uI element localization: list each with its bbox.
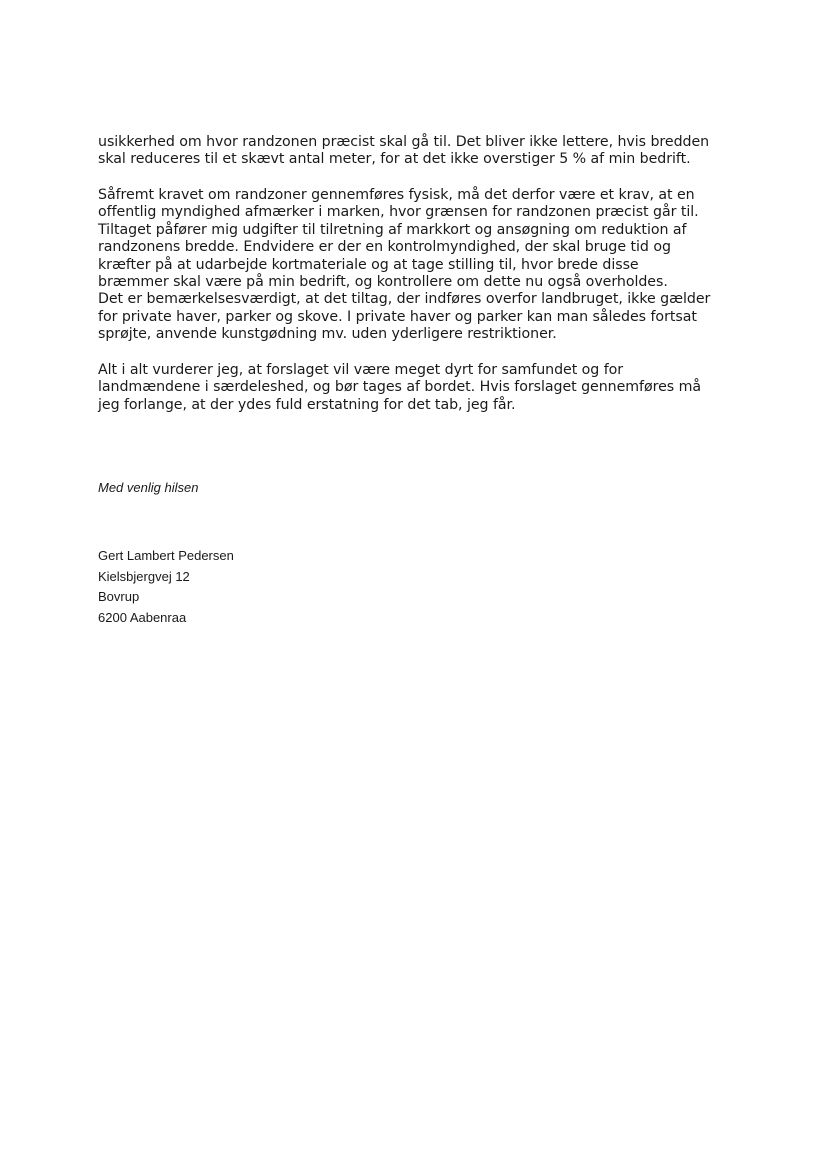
paragraph-requirements [98,187,748,344]
text-line: Såfremt kravet om randzoner gennemføres fysisk, må det derfor være et krav, at en [98,187,695,203]
text-line: bræmmer skal være på min bedrift, og kontrollere om dette nu også overholdes. [98,274,668,291]
text-line: Det er bemærkelsesværdigt, at det tiltag, der indføres overfor landbruget, ikke gælder [98,291,711,308]
text-line: landmændene i særdeleshed, og bør tages af bordet. Hvis forslaget gennemføres må [98,379,702,396]
text-line: skal reduceres til et skævt antal meter, for at det ikke overstiger 5 % af min bedrift. [98,151,691,168]
text-line: jeg forlange, at der ydes fuld erstatning for det tab, jeg får. [98,396,516,413]
paragraph-conclusion [98,362,748,414]
sender-town: Bovrup [98,589,140,605]
text-line: for private haver, parker og skove. I private haver og parker kan man således fortsat [98,308,697,325]
paragraph-uncertainty [98,134,748,169]
closing-salutation: Med venlig hilsen [98,480,199,495]
text-line: Tiltaget påfører mig udgifter til tilretning af markkort og ansøgning om reduktion af [98,221,687,238]
sender-postal: 6200 Aabenraa [98,609,187,625]
text-line: Alt i alt vurderer jeg, at forslaget vil være meget dyrt for samfundet og for [98,362,624,378]
text-line: randzonens bredde. Endvidere er der en kontrolmyndighed, der skal bruge tid og [98,239,671,256]
signature-block [98,546,234,628]
text-line: sprøjte, anvende kunstgødning mv. uden yderligere restriktioner. [98,326,557,343]
sender-street: Kielsbjergvej 12 [98,568,190,584]
text-line: kræfter på at udarbejde kortmateriale og at tage stilling til, hvor brede disse [98,256,639,273]
text-line: usikkerhed om hvor randzonen præcist skal gå til. Det bliver ikke lettere, hvis bredden [98,134,710,150]
text-line: offentlig myndighed afmærker i marken, hvor grænsen for randzonen præcist går til. [98,204,699,221]
sender-name: Gert Lambert Pedersen [98,548,234,563]
